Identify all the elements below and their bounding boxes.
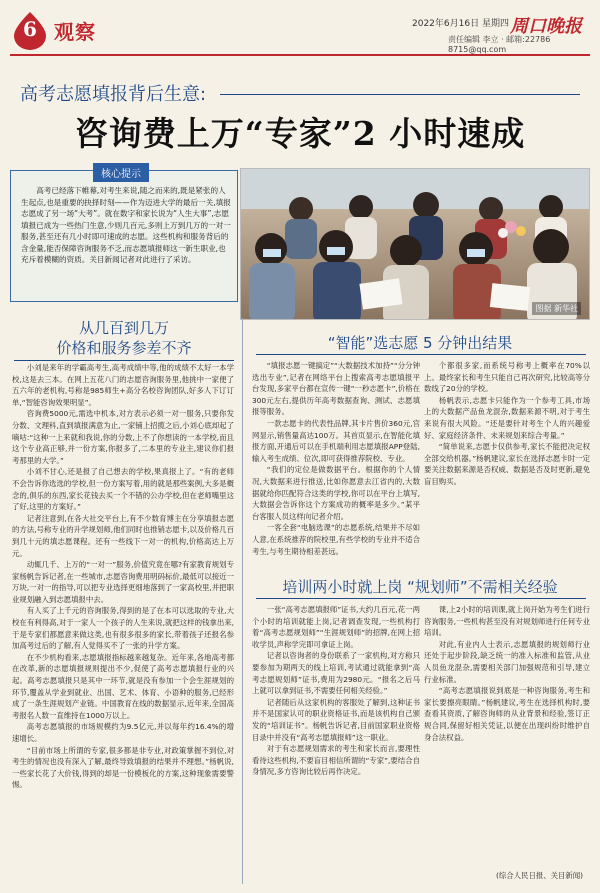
paragraph: 有人买了上千元的咨询服务,得到的是了在本可以选取的专业,大校在有利得高,对于一家人一个孩子的人生来说,就把这样的钱拿出来,于是专家们都愿意来做这类,也有很多很多的家长,带着孩子还报名参加高考过后的了解,有人觉得买不了一张的升学方案。	[12, 606, 234, 651]
main-headline: 咨询费上万“专家”2 小时速成	[74, 114, 526, 153]
subhead-smart-rule	[256, 354, 586, 355]
core-tips-label: 核心提示	[93, 163, 149, 182]
subhead-training: 培训两小时就上岗 “规划师”不需相关经验	[282, 578, 558, 596]
paragraph: 记者随后从这家机构的客服处了解到,这种证书并不是国家认可的职业资格证书,而是该机构自己颁发的“培训证书”。杨帆告诉记者,目前国家职业资格目录中并没有“高考志愿填报师”这一职业。	[252, 697, 420, 742]
subhead-smart: “智能”选志愿 5 分钟出结果	[327, 334, 513, 352]
article-column-1	[12, 362, 234, 884]
subhead-price-line1: 从几百到几万	[78, 319, 169, 337]
crowd-photo-illustration	[241, 169, 590, 320]
article-column-2	[252, 360, 420, 570]
subhead-price	[10, 318, 238, 358]
paragraph: 高考志愿填报的市场规模约为9.5亿元,并以每年约16.4%的增速增长。	[12, 722, 234, 743]
newspaper-logo: 周口晚报	[510, 16, 582, 37]
paragraph: 对于有志愿规划需求的考生和家长而言,要理性看待这些机构,不要盲目相信所谓的“专家”,要结合自身情况,多方咨询比较后再作决定。	[252, 744, 420, 777]
paragraph: 杨帆表示,志愿卡只能作为一个参考工具,市场上的大数据产品鱼龙混杂,数据来源不明,对于考生来说有很大风险。“还是要针对考生个人的兴趣爱好、家庭经济条件、未来规划来综合考量。”	[424, 395, 590, 440]
header-divider	[10, 54, 590, 56]
article-column-4	[252, 604, 420, 886]
source-byline: (综合人民日报、关目新闻)	[496, 871, 584, 880]
paragraph: 一款志愿卡的代表性品牌,其卡片售价360元,官网显示,销售量高达100万。其首页显示,在智能化填报方面,开通后可以在手机端利用志愿填报APP登陆,输入考生成绩、位次,即可获得推荐院校、专业。	[252, 418, 420, 463]
paragraph: “我们的定位是做数据平台。根据你的个人情况,大数据来进行推送,比如你愿意去江省内的,大数据就给你匹配符合这类的学校,你可以在平台上填写,大数据会告诉你这个方案成功的概率是多少。”某平台客服人员这样向记者介绍。	[252, 465, 420, 521]
headline-kicker: 高考志愿填报背后生意:	[20, 84, 207, 105]
paragraph: 在不少机构看来,志愿填报指标越来越复杂。近年来,各地高考都在改革,新的志愿填报规则提出不少,促使了高考志愿填报行业的兴起。高考志愿填报只是其中一环节,就是没有参加一个会生涯规划的环节,覆盖从学业到就业、出国、艺术、体育、小语种的服务,已经形成了一条生涯规划产业链。中国教育在线的数据显示,近年来,全国高考报名人数一直维持在1000万以上。	[12, 652, 234, 720]
paragraph: 小刘是来年的学霸高考生,高考成绩中等,他的成绩不太好一本学校,这是去三本。在网上五花八门的志愿咨询服务里,他挑中一家便了五六年的老机构,号称是985师生+高分名校咨询团队,好多人下订订单,“智能咨询效果明显”。	[12, 363, 234, 407]
editor-info: 责任编辑 李立 · 邮箱:22786 8715@qq.com	[448, 35, 551, 54]
page-number: 6	[23, 17, 37, 41]
subhead-training-rule	[256, 598, 586, 599]
paragraph: 一张“高考志愿填报师”证书,大约几百元,花一两个小时的培训就能上岗,记者调查发现,一些机构打着“高考志愿规划师”“生涯规划师”的招牌,在网上招收学员,声称学完即可拿证上岗。	[252, 605, 420, 649]
page-header	[10, 8, 590, 68]
news-photo	[240, 168, 590, 320]
paragraph: 咨询费5000元,需选中机本,对方表示必须一对一服务,只要你发分数、文理科,直到填报满意为止,一家铺上招揽之后,小刘心底却起了嘀咕:“这种一上来就和我说,你的分数,上不了你想读的一本学校,而且这个专业高正够,并一份方案,你报多了,二本里的专业主,建议你们报考那里的大学。”	[12, 409, 234, 465]
issue-date: 2022年6月16日 星期四	[412, 19, 509, 29]
paragraph: 动辄几千、上万的“一对一”服务,价值究竟在哪?有家教育规划专家杨帆告诉记者,在一些城市,志愿咨询费用明码标价,最低可以接近一万块,一对一的指导,可以把专业选择更细地落到了一家高校里,并把职业规划融入到志愿填报中去。	[12, 560, 234, 604]
photo-credit: 图据 新华社	[532, 302, 581, 315]
article-column-5	[424, 604, 590, 886]
paragraph: 对此,有业内人士表示,志愿填报的规划师行业还处于起步阶段,缺乏统一的准入标准和监管,从业人员鱼龙混杂,需要相关部门加强规范和引导,建立行业标准。	[424, 639, 590, 684]
kicker-rule	[220, 94, 580, 95]
paragraph: 个都很多家,而系统号称考上概率在70%以上。最终家长和考生只能自己再次研究,比较高等分数线了20分的学校。	[424, 361, 590, 394]
section-title: 观察	[54, 20, 96, 44]
subhead-price-rule	[14, 360, 234, 361]
paragraph: “目前市场上所谓的专家,很多都是非专业,对政策掌握不到位,对考生的情况也没有深入了解,最终导致填报的结果并不理想。”杨帆说,一些家长花了大价钱,得到的却是一份模板化的方案,这种现象需要警惕。	[12, 745, 234, 790]
subhead-price-line2: 价格和服务参差不齐	[56, 339, 192, 357]
paragraph: “高考志愿填报说到底是一种咨询服务,考生和家长要擦亮眼睛。”杨帆建议,考生在选择机构时,要查看其资质,了解咨询师的从业背景和经验,签订正规合同,保留好相关凭证,以便在出现纠纷时维护自身合法权益。	[424, 686, 590, 742]
paragraph: “填报志愿一键搞定”“大数据技术加持”“分分钟选出专业”,记者在网络平台上搜索高考志愿填报平台发现,多家平台都在宣传一键“一秒志愿卡”,价格在300元左右,提供历年高考数据查询、测试、志愿填报等服务。	[252, 361, 420, 417]
core-tips-box	[10, 170, 238, 302]
column-divider	[242, 318, 243, 884]
paragraph: 课,上2小时的培训课,就上岗开始为考生们进行咨询服务,一些机构甚至没有对规划师进行任何专业培训。	[424, 605, 590, 638]
paragraph: 小刘不甘心,还是报了自己想去的学校,果真报上了。“有的老师不会告诉你选选的学校,但一份方案写着,用的就是那些案例,大多是概念的,俱乐的东西,家长花钱去买一个不错的公办学校,但在老师嘴里这了好,这里的方案好。”	[12, 467, 234, 512]
article-column-3	[424, 360, 590, 570]
paragraph: 一客全套“电脑选课”的志愿系统,结果并不尽如人意,在系统推荐的院校里,有些学校的专业并不适合考生,与考生期待相差甚远。	[252, 523, 420, 556]
core-tips-text: 高考已经落下帷幕,对考生来说,随之而来的,既是紧张的人生起点,也是重要的抉择时刻——作为迈进大学的最后一关,填报志愿成了另一场“大考”。就在数字和家长说为“人生大事”,志愿填报已成为一些热门生意,少则几百元,多则上万到几万的一对一服务,甚至还有几小时即可速成的志愿。这些机构和服务背后的含金量,能否保障咨询服务不乏,而志愿填报师这一新生职业,也充斥着模糊的资质。关目新闻记者对此进行了采访。	[21, 186, 231, 264]
paragraph: 记者以咨询者的身份联系了一家机构,对方称只要参加为期两天的线上培训,考试通过就能拿到“高考志愿规划师”证书,费用为2980元。“报名之后马上就可以拿到证书,不需要任何相关经验。”	[252, 651, 420, 696]
paragraph: 记者注意到,在各大社交平台上,有不少数育博主在分享填报志愿的方法,号称专业的升学规划师,他们同时也推销志愿卡,以及价格几百到几十元的填志愿课程。还有一些线下一对一的机构,价格高达上万元。	[12, 513, 234, 558]
paragraph: “简单说来,志愿卡仅供参考,家长不能把决定权全部交给机器。”杨帆建议,家长在选择志愿卡时一定要关注数据来源是否权威、数据是否及时更新,避免盲目购买。	[424, 442, 590, 486]
